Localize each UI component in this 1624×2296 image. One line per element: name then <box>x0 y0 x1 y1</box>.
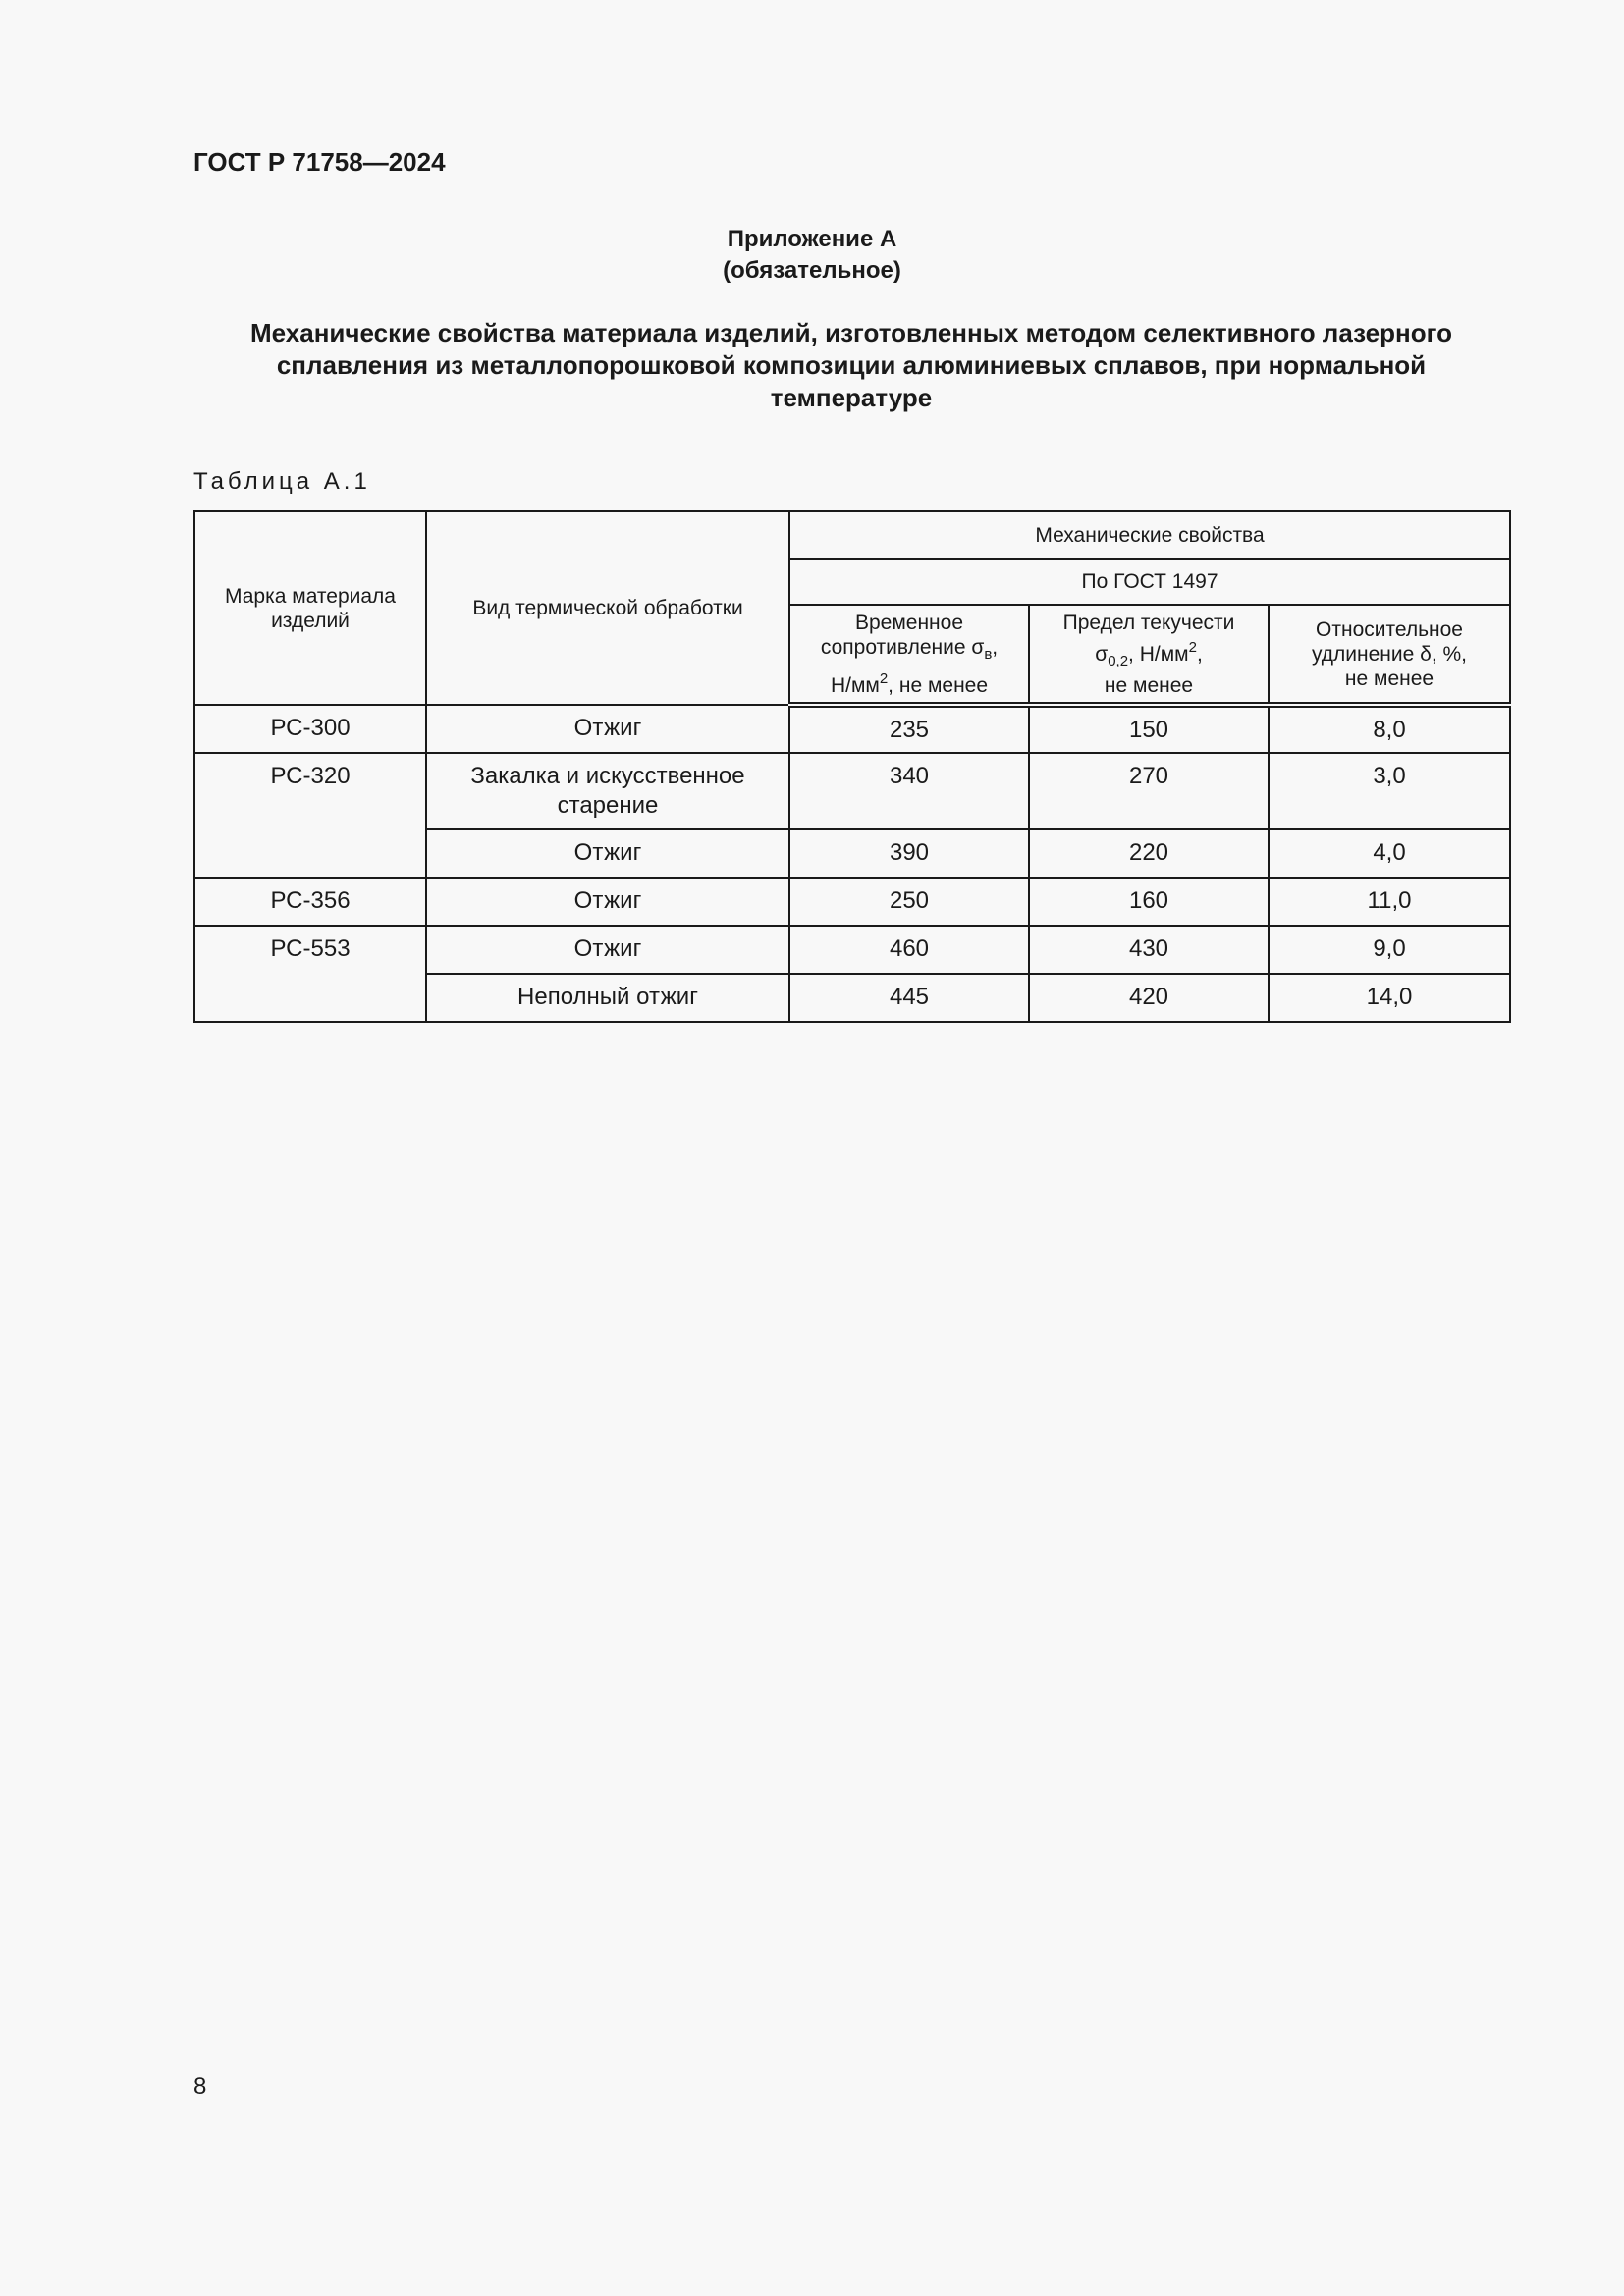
cell-elongation: 14,0 <box>1269 974 1510 1022</box>
header-yield-comma: , <box>1196 642 1203 666</box>
header-yield-sigma: σ <box>1095 642 1109 666</box>
cell-yield: 150 <box>1029 705 1269 753</box>
header-elongation-tail: не менее <box>1344 667 1435 690</box>
cell-treatment: Отжиг <box>426 926 789 974</box>
cell-treatment: Отжиг <box>426 705 789 753</box>
cell-yield: 270 <box>1029 753 1269 829</box>
table-row <box>194 705 1510 753</box>
cell-yield: 160 <box>1029 878 1269 926</box>
cell-material: РС-553 <box>194 926 426 1022</box>
mechanical-properties-table <box>193 510 1511 1023</box>
header-elongation <box>1269 605 1510 705</box>
cell-elongation: 4,0 <box>1269 829 1510 878</box>
header-yield-sup: 2 <box>1188 638 1197 656</box>
document-code: ГОСТ Р 71758—2024 <box>193 147 446 177</box>
header-yield-tail: не менее <box>1104 673 1194 697</box>
cell-material: РС-300 <box>194 705 426 753</box>
header-yield-unit: , Н/мм <box>1128 642 1189 666</box>
cell-treatment: Неполный отжиг <box>426 974 789 1022</box>
header-tensile-sup: 2 <box>879 669 889 687</box>
table-row <box>194 753 1510 829</box>
table-row <box>194 878 1510 926</box>
cell-yield: 220 <box>1029 829 1269 878</box>
header-tensile-comma: , <box>992 635 999 659</box>
header-tensile-tail: , не менее <box>888 673 989 697</box>
cell-yield: 430 <box>1029 926 1269 974</box>
header-treatment: Вид термической обработки <box>426 511 789 705</box>
header-tensile-strength <box>789 605 1029 705</box>
appendix-status: (обязательное) <box>723 257 901 284</box>
cell-yield: 420 <box>1029 974 1269 1022</box>
cell-elongation: 3,0 <box>1269 753 1510 829</box>
cell-elongation: 8,0 <box>1269 705 1510 753</box>
cell-material: РС-356 <box>194 878 426 926</box>
header-mechanical-properties: Механические свойства <box>789 511 1510 559</box>
header-tensile-text: Временное сопротивление σ <box>820 611 985 659</box>
cell-tensile: 340 <box>789 753 1029 829</box>
appendix-title: Приложение А <box>727 226 897 252</box>
cell-tensile: 235 <box>789 705 1029 753</box>
cell-material: РС-320 <box>194 753 426 878</box>
cell-elongation: 9,0 <box>1269 926 1510 974</box>
appendix-heading: Механические свойства материала изделий, изготовленных методом селективного лазерного сплавления из металлопорошковой композиции алюминиевых сплавов, при нормальной температуре <box>250 318 1452 412</box>
table-caption: Таблица А.1 <box>193 468 371 495</box>
cell-tensile: 445 <box>789 974 1029 1022</box>
cell-elongation: 11,0 <box>1269 878 1510 926</box>
header-elongation-text: Относительное удлинение δ, %, <box>1311 617 1468 666</box>
cell-tensile: 390 <box>789 829 1029 878</box>
cell-treatment: Отжиг <box>426 829 789 878</box>
cell-tensile: 250 <box>789 878 1029 926</box>
page-number: 8 <box>193 2073 207 2100</box>
header-tensile-unit: Н/мм <box>830 673 880 697</box>
header-tensile-sub: в <box>984 645 993 663</box>
cell-tensile: 460 <box>789 926 1029 974</box>
header-yield-strength <box>1029 605 1269 705</box>
header-material: Марка материала изделий <box>194 511 426 705</box>
header-standard: По ГОСТ 1497 <box>789 559 1510 605</box>
table-row <box>194 926 1510 974</box>
header-yield-text: Предел текучести <box>1062 611 1235 634</box>
cell-treatment: Закалка и искусственное старение <box>426 753 789 829</box>
header-yield-sub: 0,2 <box>1108 652 1129 669</box>
cell-treatment: Отжиг <box>426 878 789 926</box>
